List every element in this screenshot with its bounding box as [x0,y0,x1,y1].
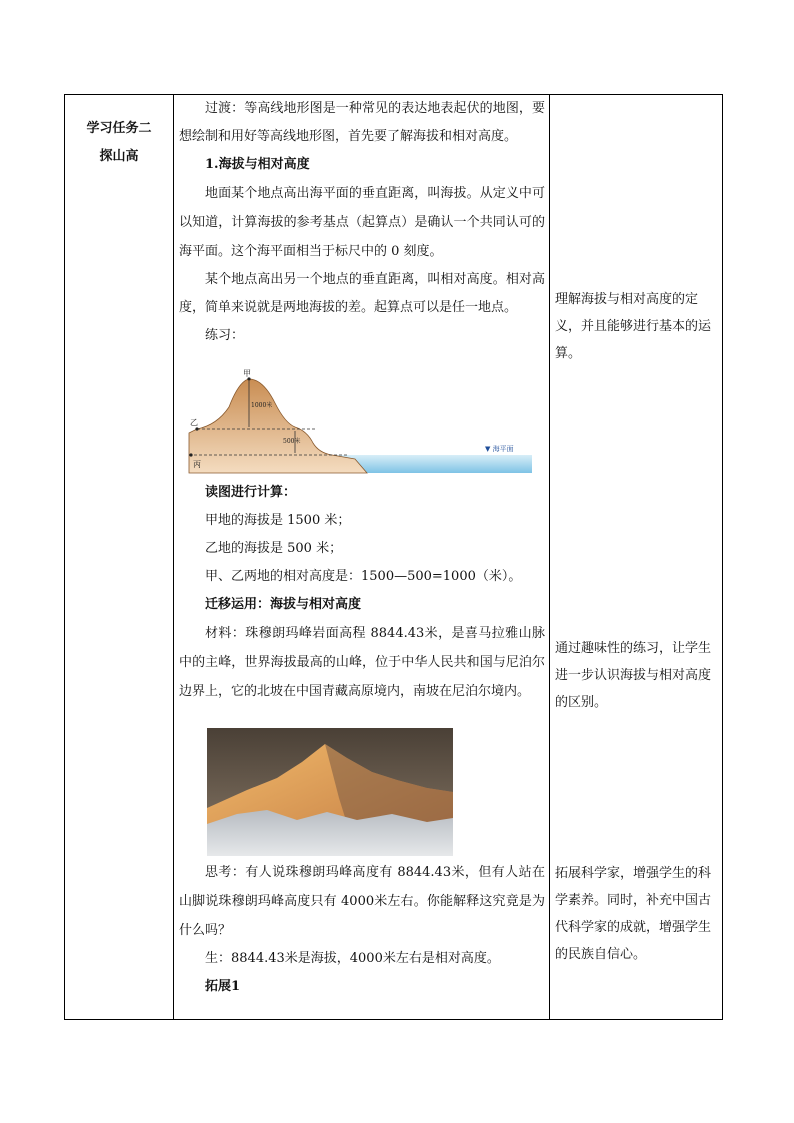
think-question: 思考：有人说珠穆朗玛峰高度有 8844.43米，但有人站在山脚说珠穆朗玛峰高度只有 4000米左右。你能解释这究竟是为什么吗？ [179,865,545,938]
elevation-diagram [187,367,537,475]
calc-line-3: 甲、乙两地的相对高度是：1500—500=1000（米）。 [205,569,522,584]
task-subtitle: 探山高 [99,149,139,164]
intent-2: 通过趣味性的练习，让学生进一步认识海拔与相对高度的区别。 [555,641,712,710]
intent-1: 理解海拔与相对高度的定义，并且能够进行基本的运算。 [555,292,712,361]
practice-label: 练习： [205,328,245,343]
student-answer: 生：8844.43米是海拔，4000米左右是相对高度。 [205,951,500,966]
relative-height-definition: 某个地点高出另一个地点的垂直距离，叫相对高度。相对高度，简单来说就是两地海拔的差。起算点可以是任一地点。 [179,272,545,315]
content-cell-lower [179,479,545,706]
intent-3: 拓展科学家，增强学生的科学素养。同时，补充中国古代科学家的成就，增强学生的民族自信心。 [555,866,712,962]
column-divider-2 [549,95,550,1019]
height-1000-label: 1000米 [251,402,273,409]
transfer-title: 迁移运用：海拔与相对高度 [205,597,362,612]
calc-line-2: 乙地的海拔是 500 米； [205,541,343,556]
content-cell-bottom [179,858,545,1001]
mountain-profile [189,379,367,473]
extend-title: 拓展1 [205,979,241,994]
section1-title: 1.海拔与相对高度 [205,157,310,172]
material-text: 材料：珠穆朗玛峰岩面高程 8844.43米，是喜马拉雅山脉中的主峰，世界海拔最高的山峰，位于中华人民共和国与尼泊尔边界上，它的北坡在中国青藏高原境内，南坡在尼泊尔境内。 [179,626,545,699]
calc-line-1: 甲地的海拔是 1500 米； [205,513,351,528]
calc-title: 读图进行计算： [205,485,297,500]
yi-label: 乙 [190,418,198,427]
bing-label: 丙 [193,460,201,469]
jia-label: 甲 [243,369,251,378]
everest-photo [207,728,453,856]
task-title: 学习任务二 [86,121,152,136]
column-divider-1 [173,95,174,1019]
altitude-definition: 地面某个地点高出海平面的垂直距离，叫海拔。从定义中可以知道，计算海拔的参考基点（起算点）是确认一个共同认可的海平面。这个海平面相当于标尺中的 0 刻度。 [179,186,545,259]
transition-text: 过渡：等高线地形图是一种常见的表达地表起伏的地图，要想绘制和用好等高线地形图，首先要了解海拔和相对高度。 [179,101,545,144]
bing-point [189,453,192,456]
task-name-cell [65,115,173,171]
lesson-table [64,94,723,1020]
sea-level-label: ▼ 海平面 [485,445,514,453]
yi-point [195,427,198,430]
content-cell [179,95,545,350]
height-500-label: 500米 [283,438,301,445]
